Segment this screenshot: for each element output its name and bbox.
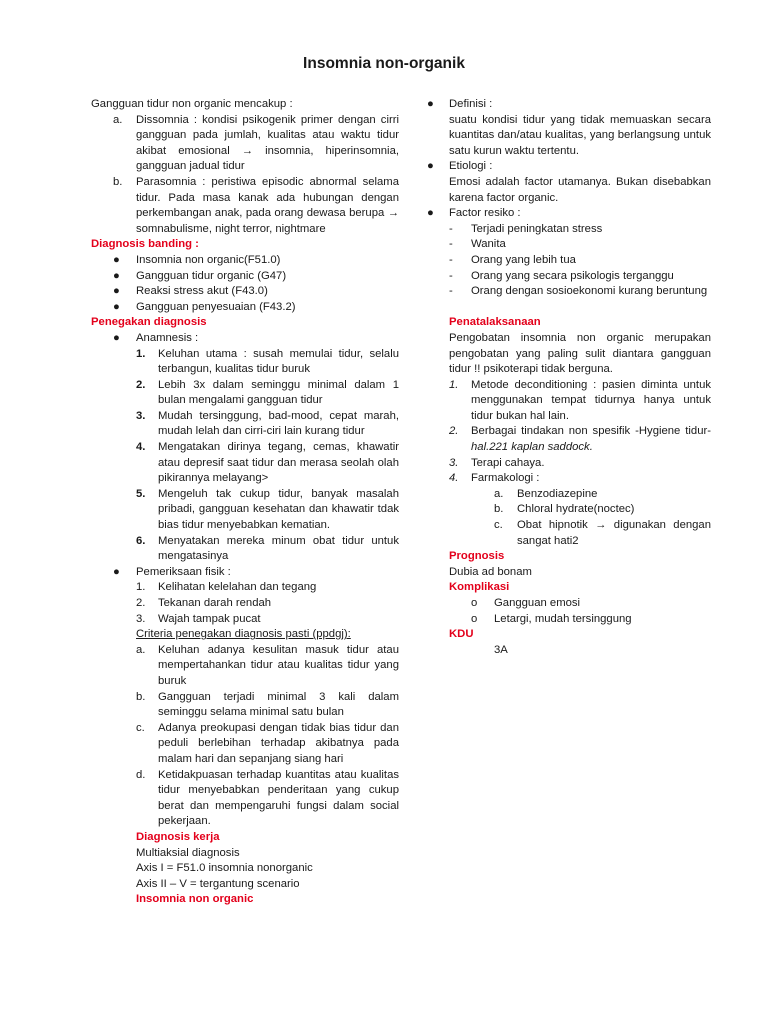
- list-item: - Orang yang secara psikologis terganggu: [449, 269, 674, 282]
- text-line: Multiaksial diagnosis: [136, 846, 240, 859]
- list-item: ● Insomnia non organic(F51.0): [91, 253, 399, 269]
- list-item: b. Gangguan terjadi minimal 3 kali dalam seminggu selama minimal satu bulan: [136, 690, 399, 719]
- intro-text: Gangguan tidur non organic mencakup :: [91, 98, 293, 110]
- list-item: o Gangguan emosi: [449, 596, 711, 612]
- section-heading: Diagnosis banding :: [91, 238, 199, 251]
- list-item: b. Parasomnia : peristiwa episodic abnormal selama tidur. Pada masa kanak ada hubungan dengan perkembangan anak, pada orang dewasa berupa → somnabulisme, night terror, nightmare: [113, 175, 399, 235]
- list-item: 2. Berbagai tindakan non spesifik -Hygiene tidur- hal.221 kaplan saddock.: [449, 425, 711, 454]
- list-item: 1. Metode deconditioning : pasien diminta untuk menggunakan tempat tidurnya hanya untuk tidur bukan hal lain.: [449, 378, 711, 422]
- list-item: 4. Farmakologi :: [449, 472, 540, 485]
- prognosis-text: Dubia ad bonam: [449, 565, 532, 578]
- bullet-icon: ●: [113, 300, 120, 313]
- bullet-icon: ●: [427, 160, 434, 173]
- circle-bullet-icon: o: [471, 597, 478, 609]
- list-item: 3. Wajah tampak pucat: [136, 612, 261, 625]
- list-item: ● Anamnesis :: [91, 331, 399, 347]
- list-item: 1. Kelihatan kelelahan dan tegang: [136, 581, 317, 594]
- section-heading: Diagnosis kerja: [136, 830, 220, 843]
- list-item: ● Reaksi stress akut (F43.0): [91, 284, 399, 300]
- list-item: b. Chloral hydrate(noctec): [494, 503, 635, 516]
- list-item: a. Keluhan adanya kesulitan masuk tidur atau mempertahankan tidur atau kualitas tidur yang buruk: [136, 643, 399, 687]
- etiology-text: Emosi adalah factor utamanya. Bukan disebabkan karena factor organic.: [449, 175, 711, 204]
- list-item: c. Adanya preokupasi dengan tidak bias tidur dan peduli berlebihan terhadap akibatnya pada malam hari dan sepanjang siang hari: [136, 721, 399, 765]
- list-item: 2. Tekanan darah rendah: [136, 597, 272, 609]
- treatment-intro: Pengobatan insomnia non organic merupakan pengobatan yang paling sulit diantara gangguan tidur !! psikoterapi tidak berguna.: [449, 331, 711, 376]
- text-line: Axis II – V = tergantung scenario: [136, 877, 300, 890]
- list-item: 3. Mudah tersinggung, bad-mood, cepat marah, mudah lelah dan cirri-ciri lain kurang tidur: [136, 409, 399, 438]
- list-item: 5. Mengeluh tak cukup tidur, banyak masalah pribadi, gangguan kesehatan dan khawatir tdak bias tidur menyebabkan kematian.: [136, 487, 399, 532]
- section-heading: Penatalaksanaan: [449, 316, 541, 329]
- criteria-heading: Criteria penegakan diagnosis pasti (ppdgj):: [136, 628, 351, 641]
- list-item: 4. Mengatakan dirinya tegang, cemas, khawatir atau depresif saat tidur dan merasa seolah olah pikirannya melayang>: [136, 441, 399, 485]
- section-heading: Komplikasi: [449, 581, 510, 594]
- list-item: 1. Keluhan utama : susah memulai tidur, selalu terbangun, kualitas tidur buruk: [136, 347, 399, 376]
- list-item: d. Ketidakpuasan terhadap kuantitas atau kualitas tidur menyebabkan penderitaan yang cukup berat dan mempengaruhi fungsi dalam social pekerjaan.: [136, 768, 399, 828]
- section-heading: Prognosis: [449, 550, 505, 563]
- list-item: ● Gangguan tidur organic (G47): [91, 269, 399, 285]
- list-item: - Orang yang lebih tua: [449, 253, 576, 266]
- list-item: ● Gangguan penyesuaian (F43.2): [91, 300, 399, 316]
- reference-text: hal.221 kaplan saddock.: [471, 441, 593, 454]
- list-item: 3. Terapi cahaya.: [449, 456, 545, 469]
- list-item: - Wanita: [449, 238, 506, 251]
- kdu-value: 3A: [494, 643, 508, 656]
- right-column: [427, 97, 711, 658]
- list-item: ● Definisi :: [449, 97, 711, 113]
- list-item: a. Dissomnia : kondisi psikogenik primer dengan cirri gangguan pada jumlah, kualitas atau waktu tidur akibat emosional → insomnia, hiperinsomnia, gangguan jadual tidur: [113, 113, 399, 173]
- list-item: ● Pemeriksaan fisik :: [91, 565, 399, 581]
- bullet-icon: ●: [113, 565, 120, 578]
- circle-bullet-icon: o: [471, 612, 478, 625]
- bullet-icon: ●: [113, 331, 120, 344]
- section-heading: Penegakan diagnosis: [91, 316, 207, 329]
- definition-text: suatu kondisi tidur yang tidak memuaskan secara kuantitas dan/atau kualitas, yang berlangsung untuk satu kurun waktu tertentu.: [449, 113, 711, 157]
- list-item: - Terjadi peningkatan stress: [449, 222, 603, 235]
- bullet-icon: ●: [113, 253, 120, 266]
- list-item: 2. Lebih 3x dalam seminggu minimal dalam 1 bulan mengalami gangguan tidur: [136, 378, 399, 407]
- text-line: Axis I = F51.0 insomnia nonorganic: [136, 862, 313, 875]
- list-item: c. Obat hipnotik → digunakan dengan sangat hati2: [494, 519, 711, 547]
- bullet-icon: ●: [427, 207, 434, 220]
- list-item: a. Benzodiazepine: [494, 487, 598, 500]
- bullet-icon: ●: [113, 269, 120, 282]
- section-heading: KDU: [449, 628, 474, 641]
- list-item: - Orang dengan sosioekonomi kurang beruntung: [449, 285, 708, 298]
- list-item: ● Etiologi :: [449, 159, 711, 175]
- bullet-icon: ●: [113, 285, 120, 298]
- section-heading: Insomnia non organic: [136, 893, 254, 906]
- left-column: [91, 97, 399, 908]
- bullet-icon: ●: [427, 98, 434, 110]
- page-title: Insomnia non-organik: [303, 55, 465, 72]
- list-item: o Letargi, mudah tersinggung: [449, 612, 711, 628]
- list-item: 6. Menyatakan mereka minum obat tidur untuk mengatasinya: [136, 534, 399, 563]
- list-item: ● Factor resiko :: [449, 206, 711, 222]
